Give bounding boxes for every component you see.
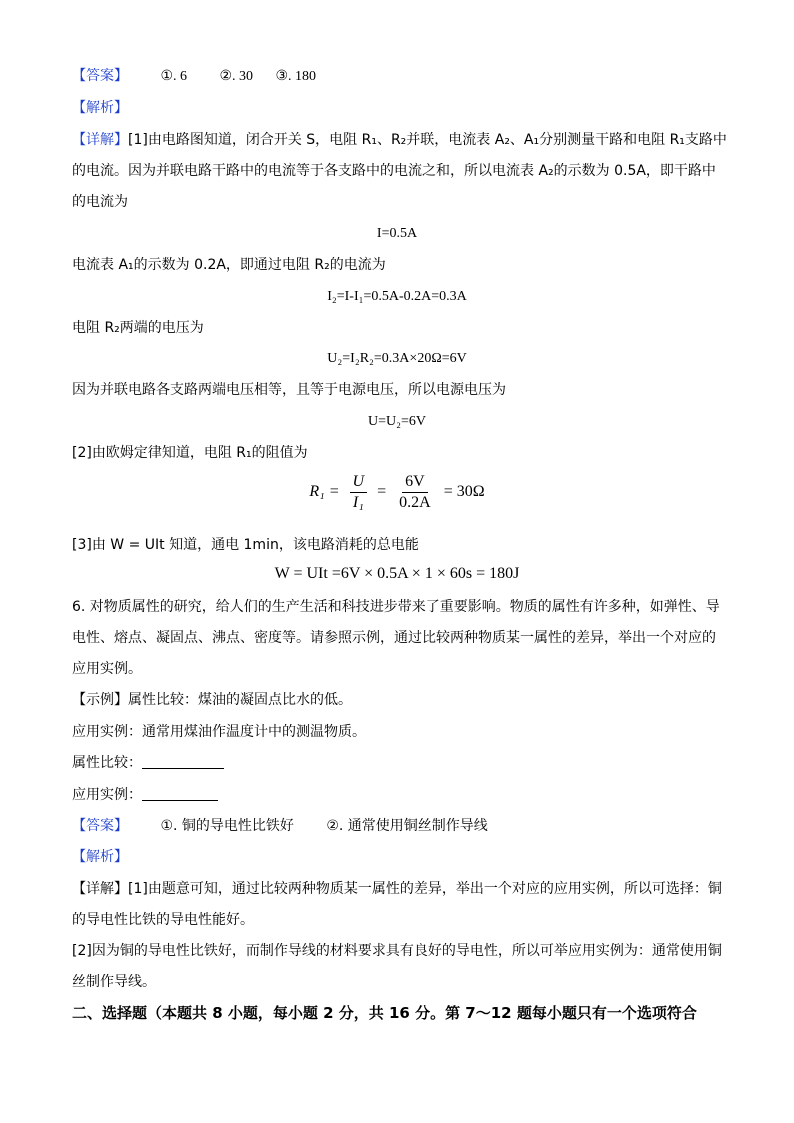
q5-answer-line [72, 66, 316, 87]
q6-blank-2[interactable] [142, 785, 218, 801]
q5-detail-line-5: 电阻 R₂两端的电压为 [72, 320, 204, 336]
q6-answer-1: ①. 铜的导电性比铁好 [160, 818, 294, 834]
q5-detail-line-8: [3]由 W = UIt 知道，通电 1min，该电路消耗的总电能 [72, 537, 419, 553]
q6-answer-line [72, 816, 488, 836]
q6-analysis-tag: 【解析】 [72, 849, 128, 865]
eq5-rhs: = 30Ω [443, 483, 485, 501]
q6-stem-line-2: 电性、熔点、凝固点、沸点、密度等。请参照示例，通过比较两种物质某一属性的差异，举出一个对应的 [72, 630, 716, 646]
q5-detail-line-7: [2]由欧姆定律知道，电阻 R₁的阻值为 [72, 445, 308, 461]
q6-example-line-1: 【示例】属性比较：煤油的凝固点比水的低。 [72, 692, 352, 708]
q5-detail-line-3: 的电流为 [72, 194, 128, 210]
q5-equation-4: U=U₂=6V [367, 414, 426, 429]
eq5-lhs: R₁ = [309, 483, 340, 501]
q6-blank2-label: 应用实例： [72, 787, 142, 803]
q5-equation-1: I=0.5A [376, 226, 418, 241]
eq5-fraction-2 [396, 472, 434, 513]
q6-blank-1[interactable] [142, 753, 224, 769]
eq5-frac1-den: I₁ [352, 494, 364, 511]
eq5-frac2-den: 0.2A [399, 494, 431, 511]
q6-detail-line-4: 丝制作导线。 [72, 974, 156, 990]
q6-detail-line-3: [2]因为铜的导电性比铁好，而制作导线的材料要求具有良好的导电性，所以可举应用实例为：通常使用铜 [72, 943, 722, 959]
q6-detail-line-2: 的导电性比铁的导电性能好。 [72, 912, 254, 928]
q5-detail-text-1: [1]由电路图知道，闭合开关 S，电阻 R₁、R₂并联，电流表 A₂、A₁分别测量干路和电阻 R₁支路中 [128, 132, 727, 148]
q6-stem-line-3: 应用实例。 [72, 661, 142, 677]
q5-equation-5 [0, 472, 794, 513]
q5-detail-line-2: 的电流。因为并联电路干路中的电流等于各支路中的电流之和，所以电流表 A₂的示数为 0.5A，即干路中 [72, 163, 716, 179]
q6-blank-line-1 [72, 753, 224, 773]
eq5-equals: = [377, 483, 387, 501]
section-2-heading: 二、选择题（本题共 8 小题，每小题 2 分，共 16 分。第 7～12 题每小题只有一个选项符合 [72, 1004, 697, 1022]
q5-detail-tag: 【详解】 [72, 132, 128, 148]
q6-example-line-2: 应用实例：通常用煤油作温度计中的测温物质。 [72, 724, 366, 740]
q5-equation-2: I₂=I-I₁=0.5A-0.2A=0.3A [327, 289, 467, 304]
q5-analysis-tag: 【解析】 [72, 100, 128, 116]
eq5-frac1-num: U [350, 472, 368, 493]
q6-detail-line-1: 【详解】[1]由题意可知，通过比较两种物质某一属性的差异，举出一个对应的应用实例，所以可选择：铜 [72, 881, 722, 897]
q6-blank1-label: 属性比较： [72, 755, 142, 771]
q5-equation-6: W = UIt =6V × 0.5A × 1 × 60s = 180J [274, 565, 520, 582]
q5-answer-2: ②. 30 [219, 69, 254, 84]
q5-answer-1: ①. 6 [160, 69, 188, 84]
eq5-fraction-1 [350, 472, 368, 513]
q5-equation-3: U₂=I₂R₂=0.3A×20Ω=6V [327, 351, 467, 366]
q6-answer-2: ②. 通常使用铜丝制作导线 [326, 818, 488, 834]
q5-detail-line-6: 因为并联电路各支路两端电压相等，且等于电源电压，所以电源电压为 [72, 382, 506, 398]
q6-stem-line-1: 6. 对物质属性的研究，给人们的生产生活和科技进步带来了重要影响。物质的属性有许多种，如弹性、导 [72, 599, 720, 615]
q6-blank-line-2 [72, 785, 218, 805]
q5-detail-line-1 [72, 130, 727, 150]
eq5-frac2-num: 6V [402, 472, 428, 493]
q5-detail-line-4: 电流表 A₁的示数为 0.2A，即通过电阻 R₂的电流为 [72, 257, 386, 273]
q5-answer-tag: 【答案】 [72, 68, 128, 84]
q6-answer-tag: 【答案】 [72, 818, 128, 834]
q5-answer-3: ③. 180 [275, 69, 317, 84]
